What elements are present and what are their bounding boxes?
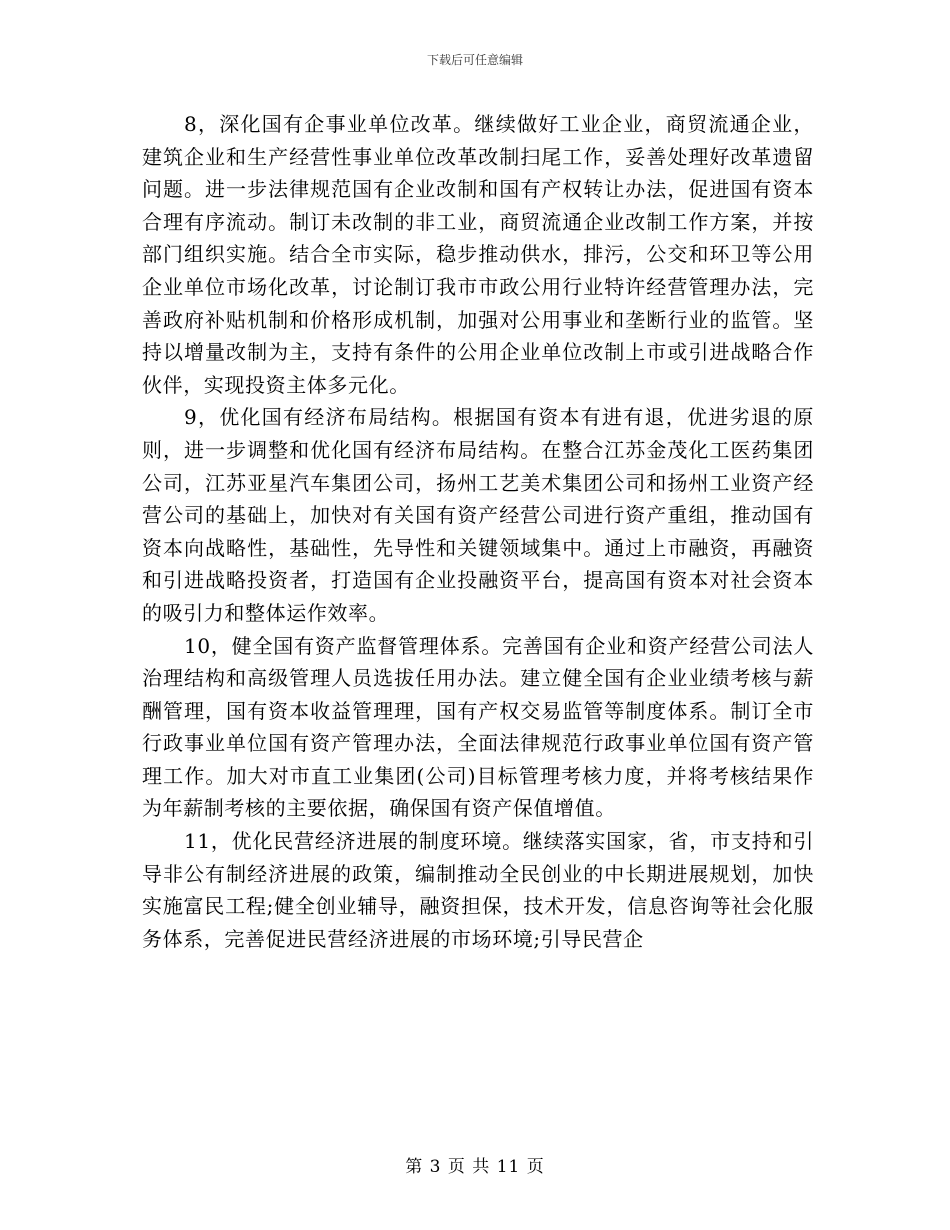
paragraph-item-9: 9，优化国有经济布局结构。根据国有资本有进有退，优进劣退的原则，进一步调整和优化国有经济布局结构。在整合江苏金茂化工医药集团公司，江苏亚星汽车集团公司，扬州工艺美术集团公司和扬州工业资产经营公司的基础上，加快对有关国有资产经营公司进行资产重组，推动国有资本向战略性，基础性，先导性和关键领域集中。通过上市融资，再融资和引进战略投资者，打造国有企业投融资平台，提高国有资本对社会资本的吸引力和整体运作效率。 (142, 405, 814, 625)
paragraph-item-10: 10，健全国有资产监督管理体系。完善国有企业和资产经营公司法人治理结构和高级管理人员选拔任用办法。建立健全国有企业业绩考核与薪酬管理，国有资本收益管理理，国有产权交易监管等制度体系。制订全市行政事业单位国有资产管理办法，全面法律规范行政事业单位国有资产管理工作。加大对市直工业集团(公司)目标管理考核力度，并将考核结果作为年薪制考核的主要依据，确保国有资产保值增值。 (142, 633, 814, 821)
paragraph-item-8: 8，深化国有企事业单位改革。继续做好工业企业，商贸流通企业，建筑企业和生产经营性事业单位改革改制扫尾工作，妥善处理好改革遗留问题。进一步法律规范国有企业改制和国有产权转让办法，促进国有资本合理有序流动。制订未改制的非工业，商贸流通企业改制工作方案，并按部门组织实施。结合全市实际，稳步推动供水，排污，公交和环卫等公用企业单位市场化改革，讨论制订我市市政公用行业特许经营管理办法，完善政府补贴机制和价格形成机制，加强对公用事业和垄断行业的监管。坚持以增量改制为主，支持有条件的公用企业单位改制上市或引进战略合作伙伴，实现投资主体多元化。 (142, 112, 814, 397)
page-number: 第 3 页 共 11 页 (405, 1157, 545, 1177)
paragraph-item-11: 11，优化民营经济进展的制度环境。继续落实国家，省，市支持和引导非公有制经济进展的政策，编制推动全民创业的中长期进展规划，加快实施富民工程;健全创业辅导，融资担保，技术开发，信息咨询等社会化服务体系，完善促进民营经济进展的市场环境;引导民营企 (142, 829, 814, 951)
document-body (142, 108, 814, 955)
page-header-note: 下载后可任意编辑 (426, 53, 523, 67)
